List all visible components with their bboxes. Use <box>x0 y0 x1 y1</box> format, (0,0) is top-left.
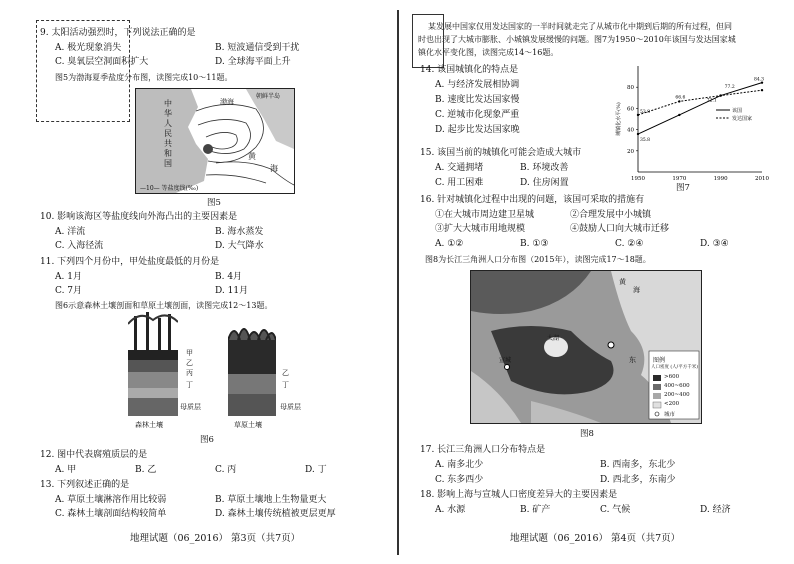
grass-layer-parent <box>228 394 276 416</box>
fig8-legend-title: 图例 <box>653 357 666 364</box>
q14-option-b: B. 速度比发达国家慢 <box>435 95 520 105</box>
q14-option-d: D. 起步比发达国家晚 <box>435 125 520 135</box>
q13-option-d: D. 森林土壤传统植被更层更厚 <box>215 509 336 519</box>
q14-option-c: C. 逆城市化现象严重 <box>435 110 520 120</box>
fig8-city-shanghai <box>608 342 614 348</box>
fig7-point <box>761 89 763 91</box>
fig7-point <box>637 114 639 116</box>
fig7-y-axis-label: 城镇化水平(%) <box>616 102 622 136</box>
fig7-data-label: 77.2 <box>724 85 735 91</box>
fig5-label-china: 中华人民共和国 <box>164 99 172 168</box>
page-divider <box>397 10 399 555</box>
fig7-series-country <box>638 83 762 134</box>
fig7-legend-country: 该国 <box>732 108 743 114</box>
q13-stem: 13. 下列叙述正确的是 <box>40 480 130 490</box>
fig7-x-tick-label: 1990 <box>713 176 728 182</box>
fig8-label-east: 东 <box>629 356 636 364</box>
fig5-contour-4 <box>216 162 294 185</box>
grass-layer-yi <box>228 340 276 374</box>
fig6-label-ding: 丁 <box>186 381 193 389</box>
fig7-intro-line3: 镇化水平变化图，读图完成14～16题。 <box>418 48 559 57</box>
fig7-data-label: 53.8 <box>640 109 651 115</box>
q16-option-c: C. ②④ <box>615 239 644 249</box>
fig6-grass-label-ding: 丁 <box>282 381 289 389</box>
q9-stem: 9. 太阳活动强烈时，下列说法正确的是 <box>40 28 196 38</box>
fig6-grass-label-parent: 母质层 <box>280 403 301 411</box>
grass-layer-ding <box>228 374 276 394</box>
q9-option-a: A. 极光现象消失 <box>55 43 122 53</box>
fig5-label-korea: 朝鲜半岛 <box>256 93 281 100</box>
fig5-point-jia <box>203 144 213 154</box>
fig5-map <box>135 88 295 194</box>
left-footer: 地理试题（06_2016） 第3页（共7页） <box>130 533 301 544</box>
q17-option-d: D. 西北多，东南少 <box>600 475 676 485</box>
q12-option-a: A. 甲 <box>55 465 77 475</box>
fig8-legend-2: 400~600 <box>664 383 690 389</box>
fig6-label-parent: 母质层 <box>180 403 201 411</box>
q13-option-b: B. 草原土壤地上生物量更大 <box>215 495 327 505</box>
fig8-legend-1: >600 <box>664 374 680 380</box>
fig8-map <box>470 270 702 424</box>
fig7-data-label: 84.3 <box>754 77 765 83</box>
forest-layer-parent <box>128 398 178 416</box>
q17-option-b: B. 西南多，东北少 <box>600 460 676 470</box>
fig7-caption: 图7 <box>676 183 690 193</box>
fig6-label-grass: 草原土壤 <box>234 421 262 429</box>
q16-statement-4: ④鼓励人口向大城市迁移 <box>570 224 670 234</box>
fig6-caption: 图6 <box>200 435 214 445</box>
fig8-intro: 图8为长江三角洲人口分布图（2015年），读图完成17～18题。 <box>425 255 651 264</box>
fig7-intro-line2: 时也出现了大城市膨胀、小城镇发展缓慢的问题。图7为1950～2010年该国与发达国家城 <box>418 35 736 44</box>
q16-option-d: D. ③④ <box>700 239 729 249</box>
fig6-label-yi: 乙 <box>186 359 193 367</box>
q12-stem: 12. 图中代表腐殖质层的是 <box>40 450 148 460</box>
q18-option-c: C. 气候 <box>600 505 631 515</box>
fig6-intro: 图6示意森林土壤剖面和草原土壤剖面，读图完成12～13题。 <box>55 301 273 310</box>
fig8-caption: 图8 <box>580 429 594 439</box>
fig8-label-xuancheng: 宣城 <box>499 357 512 364</box>
fig8-city-xuancheng <box>505 365 510 370</box>
q16-statement-2: ②合理发展中小城镇 <box>570 210 652 220</box>
q16-statement-1: ①在大城市周边建卫星城 <box>435 210 535 220</box>
fig8-legend-3: 200~400 <box>664 392 690 398</box>
fig5-intro: 图5为渤海夏季盐度分布图，读图完成10～11题。 <box>55 73 233 82</box>
q12-option-c: C. 丙 <box>215 465 237 475</box>
q14-option-a: A. 与经济发展相协调 <box>435 80 520 90</box>
q18-option-b: B. 矿产 <box>520 505 551 515</box>
q16-option-b: B. ①③ <box>520 239 549 249</box>
fig7-point <box>678 114 680 116</box>
grass-plants <box>228 318 276 340</box>
forest-trees <box>128 310 178 350</box>
fig8-label-yellow: 黄 <box>619 278 626 286</box>
fig8-label-taihu: 太湖 <box>547 335 560 342</box>
fig7-y-tick-label: 80 <box>627 85 634 92</box>
scan-stamp <box>36 20 130 122</box>
fig5-caption: 图5 <box>207 198 221 208</box>
q12-option-d: D. 丁 <box>305 465 327 475</box>
q18-option-a: A. 水源 <box>435 505 466 515</box>
q17-stem: 17. 长江三角洲人口分布特点是 <box>420 445 546 455</box>
q13-option-c: C. 森林土壤剖面结构较简单 <box>55 509 167 519</box>
forest-layer-bing <box>128 372 178 388</box>
q9-option-b: B. 短波通信受到干扰 <box>215 43 300 53</box>
fig8-label-sea: 海 <box>633 286 640 294</box>
forest-layer-ding <box>128 388 178 398</box>
fig7-point <box>637 133 639 135</box>
q11-option-a: A. 1月 <box>55 272 82 282</box>
q15-option-d: D. 住房闲置 <box>520 178 569 188</box>
fig7-y-tick-label: 60 <box>627 106 634 113</box>
fig7-legend-developed: 发达国家 <box>732 116 753 122</box>
fig7-intro-line1: 某发展中国家仅用发达国家的一半时间就走完了从城市化中期到后期的所有过程，但同 <box>428 22 732 31</box>
right-footer: 地理试题（06_2016） 第4页（共7页） <box>510 533 681 544</box>
fig6-label-bing: 丙 <box>186 369 193 377</box>
fig7-y-tick-label: 40 <box>627 127 634 134</box>
q18-stem: 18. 影响上海与宣城人口密度差异大的主要因素是 <box>420 490 618 500</box>
q16-stem: 16. 针对城镇化过程中出现的问题，该国可采取的措施有 <box>420 195 645 205</box>
forest-layer-yi <box>128 360 178 372</box>
fig7-x-tick-label: 1970 <box>672 176 687 182</box>
q16-statement-3: ③扩大大城市用地规模 <box>435 224 526 234</box>
q15-option-a: A. 交通拥堵 <box>435 163 484 173</box>
fig8-legend-city: 城市 <box>664 412 676 418</box>
fig7-chart-svg <box>612 60 772 190</box>
q10-option-d: D. 大气降水 <box>215 241 264 251</box>
fig7-x-tick-label: 2010 <box>755 176 769 182</box>
fig5-contour-5 <box>206 175 266 183</box>
forest-layer-jia <box>128 350 178 360</box>
q15-stem: 15. 该国当前的城镇化可能会造成大城市 <box>420 148 582 158</box>
q11-option-b: B. 4月 <box>215 272 243 282</box>
q10-option-b: B. 海水蒸发 <box>215 227 264 237</box>
q12-option-b: B. 乙 <box>135 465 157 475</box>
fig7-series-developed <box>638 90 762 115</box>
fig5-label-sea: 海 <box>270 164 278 173</box>
fig7-y-tick-label: 20 <box>627 148 634 155</box>
q17-option-a: A. 南多北少 <box>435 460 484 470</box>
fig5-label-bohai: 渤海 <box>220 98 234 106</box>
q14-stem: 14. 该国城镇化的特点是 <box>420 65 519 75</box>
fig5-label-yellow: 黄 <box>248 152 256 161</box>
fig7-point <box>678 100 680 102</box>
q13-option-a: A. 草原土壤淋溶作用比较弱 <box>55 495 167 505</box>
fig7-data-label: 66.6 <box>675 95 686 101</box>
fig5-legend: —10— 等盐度线(‰) <box>140 185 199 192</box>
fig7-data-label: 35.8 <box>640 138 651 144</box>
q10-option-a: A. 洋流 <box>55 227 86 237</box>
q9-option-c: C. 臭氧层空洞面积扩大 <box>55 57 149 67</box>
q15-option-c: C. 用工困难 <box>435 178 484 188</box>
fig6-label-jia: 甲 <box>186 349 193 357</box>
q10-option-c: C. 入海径流 <box>55 241 104 251</box>
fig8-legend-4: <200 <box>664 401 680 407</box>
fig6-grass-label-yi: 乙 <box>282 369 289 377</box>
q10-stem: 10. 影响该海区等盐度线向外海凸出的主要因素是 <box>40 212 238 222</box>
q11-stem: 11. 下列四个月份中，甲处盐度最低的月份是 <box>40 257 220 267</box>
q9-option-d: D. 全球海平面上升 <box>215 57 291 67</box>
fig6-label-forest: 森林土壤 <box>135 421 163 429</box>
q11-option-c: C. 7月 <box>55 286 83 296</box>
q15-option-b: B. 环境改善 <box>520 163 569 173</box>
fig8-legend-sub: 人口密度 (人/平方千米) <box>651 365 698 370</box>
fig7-chart <box>612 60 772 190</box>
q17-option-c: C. 东多西少 <box>435 475 484 485</box>
fig7-point <box>719 94 721 96</box>
q11-option-d: D. 11月 <box>215 286 249 296</box>
q16-option-a: A. ①② <box>435 239 464 249</box>
fig5-map-svg <box>136 89 294 193</box>
scan-stamp-right <box>412 14 444 68</box>
fig7-data-label: 72.1 <box>706 98 717 104</box>
q18-option-d: D. 经济 <box>700 505 731 515</box>
fig7-x-tick-label: 1950 <box>631 176 645 182</box>
